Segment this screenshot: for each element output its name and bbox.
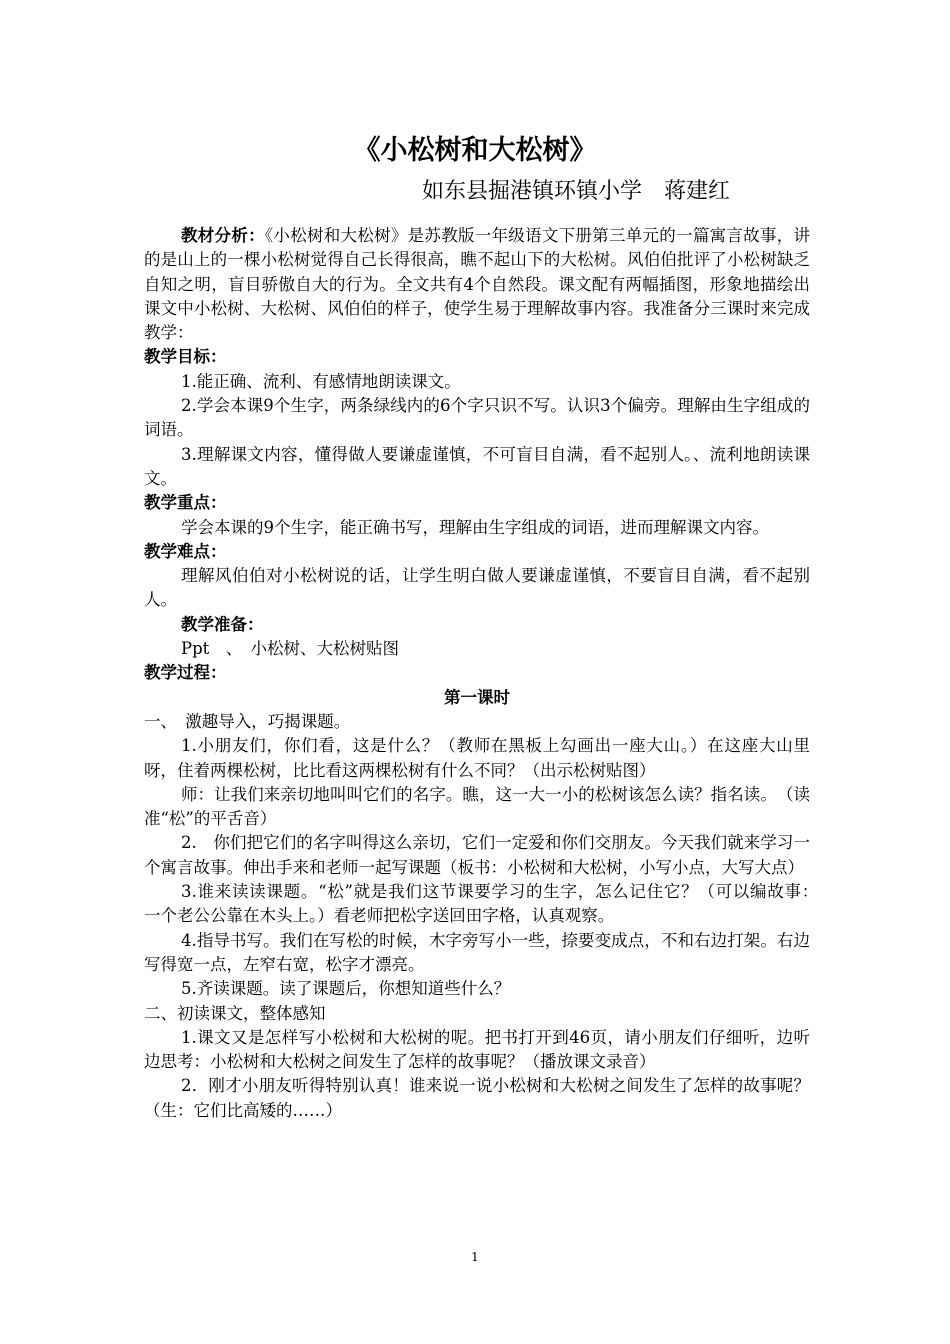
goal-3: 3.理解课文内容，懂得做人要谦虚谨慎，不可盲目自满，看不起别人。、流利地朗读课文。 [144, 444, 810, 488]
section-1-paragraph: 5.齐读课题。读了课题后，你想知道些什么？ [181, 979, 511, 999]
key-points-heading: 教学重点： [144, 493, 227, 513]
author-line: 如东县掘港镇环镇小学 蒋建红 [422, 179, 731, 204]
preparation-text: Ppt 、 小松树、大松树贴图 [181, 639, 400, 659]
section-2-paragraph: 1.课文又是怎样写小松树和大松树的呢。把书打开到46页，请小朋友们仔细听，边听边思考：小松树和大松树之间发生了怎样的故事呢？（播放课文录音） [144, 1027, 810, 1072]
section-1-paragraph: 3.谁来读读课题。“松”就是我们这节课要学习的生字，怎么记住它？（可以编故事： 一个老公公靠在木头上。）看老师把松字送回田字格，认真观察。 [144, 882, 827, 926]
section-1-paragraph: 师：让我们来亲切地叫叫它们的名字。瞧，这一大一小的松树该怎么读？指名读。 （读准“松”的平舌音） [144, 784, 810, 829]
analysis-paragraph [144, 224, 810, 345]
goal-2: 2.学会本课9个生字，两条绿线内的6个字只识不写。认识3个偏旁。理解由生字组成的词语。 [144, 396, 810, 440]
goal-1: 1.能正确、流利、有感情地朗读课文。 [181, 371, 461, 391]
section-2-heading: 二、初读课文，整体感知 [144, 1003, 326, 1023]
analysis-label: 教材分析： [181, 226, 265, 245]
lesson-heading: 第一课时 [444, 687, 510, 707]
process-heading: 教学过程： [144, 663, 227, 683]
difficulty-heading: 教学难点： [144, 541, 227, 561]
page-number: 1 [471, 1250, 479, 1264]
goals-heading: 教学目标： [144, 347, 227, 367]
section-1-paragraph: 4.指导书写。我们在写松的时候，木字旁写小一些，捺要变成点，不和右边打架。右边写得宽一点，左窄右宽，松字才漂亮。 [144, 930, 810, 974]
section-1-paragraph: 2. 你们把它们的名字叫得这么亲切，它们一定爱和你们交朋友。今天我们就来学习一个寓言故事。伸出手来和老师一起写课题（板书：小松树和大松树，小写小点，大写大点） [144, 833, 810, 877]
key-points-text: 学会本课的9个生字，能正确书写，理解由生字组成的词语，进而理解课文内容。 [181, 517, 769, 537]
section-2-paragraph: 2．刚才小朋友听得特别认真！谁来说一说小松树和大松树之间发生了怎样的故事呢？（生：它们比高矮的……） [144, 1076, 810, 1120]
preparation-heading: 教学准备： [181, 614, 264, 634]
section-1-heading: 一、 激趣导入，巧揭课题。 [144, 711, 351, 731]
document-title: 《小松树和大松树》 [353, 135, 597, 166]
document-body [144, 224, 827, 1123]
difficulty-text: 理解风伯伯对小松树说的话，让学生明白做人要谦虚谨慎，不要盲目自满，看不起别人。 [144, 566, 810, 610]
section-1-paragraph: 1.小朋友们，你们看，这是什么？（教师在黑板上勾画出一座大山。）在这座大山里呀，住着两棵松树，比比看这两棵松树有什么不同？（出示松树贴图） [144, 736, 810, 780]
analysis-text: 《小松树和大松树》是苏教版一年级语文下册第三单元的一篇寓言故事，讲的是山上的一棵小松树觉得自己长得很高，瞧不起山下的大松树。风伯伯批评了小松树缺乏自知之明，盲目骄傲自大的行为。全文共有4个自然段。课文配有两幅插图，形象地描绘出课文中小松树、大松树、风伯伯的样子，使学生易于理解故事内容。我准备分三课时来完成教学： [144, 226, 811, 343]
